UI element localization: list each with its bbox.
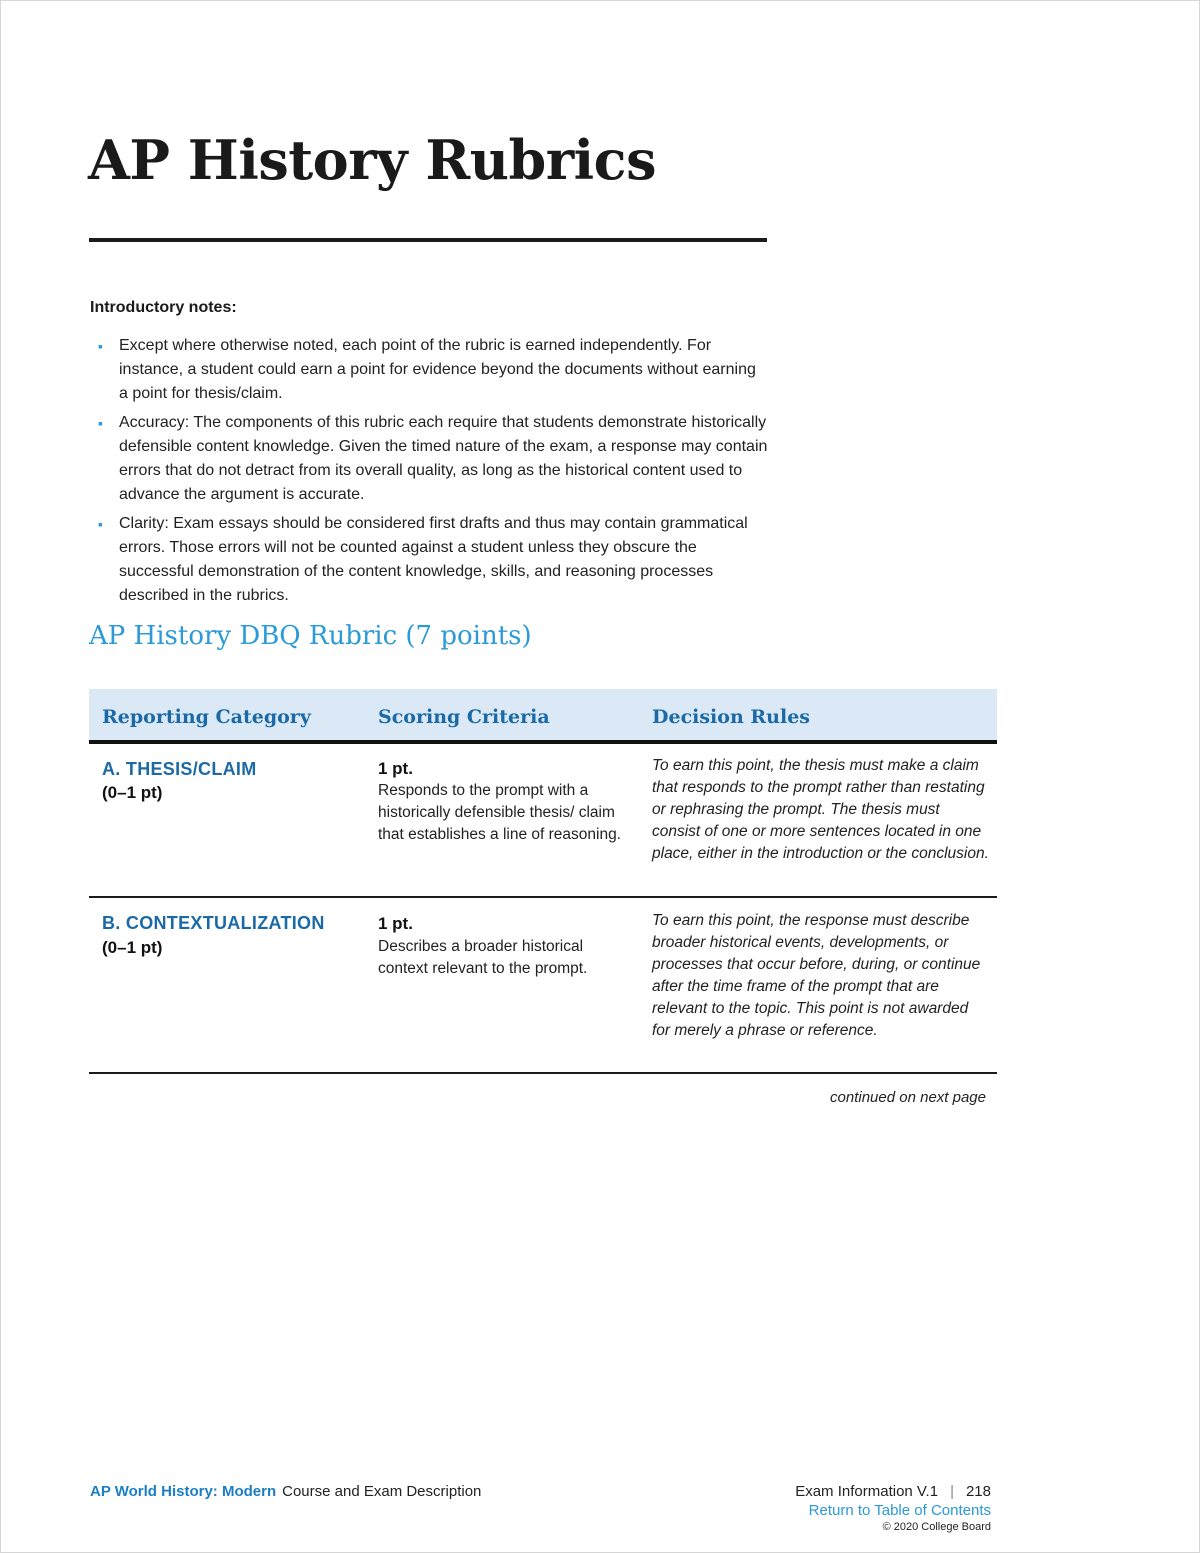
footer-description: Course and Exam Description bbox=[282, 1483, 482, 1500]
points-label: 1 pt. bbox=[378, 914, 413, 933]
table-header bbox=[89, 689, 997, 744]
footer-info bbox=[795, 1483, 991, 1533]
note-text: Clarity: Exam essays should be considered first drafts and thus may contain grammatical errors. Those errors will not be counted against a student unless they obscure the successful demonstration of the content knowledge, skills, and reasoning processes described in the rubrics. bbox=[119, 515, 748, 604]
note-text: Accuracy: The components of this rubric each require that students demonstrate historically defensible content knowledge. Given the timed nature of the exam, a response may contain errors that do not detract from its overall quality, as long as the historical content used to advance the argument is accurate. bbox=[119, 414, 768, 503]
footer-course-name: AP World History: Modern bbox=[90, 1483, 277, 1500]
column-header-reporting-category: Reporting Category bbox=[102, 706, 311, 728]
list-item bbox=[98, 411, 768, 507]
bullet-icon: ▪ bbox=[98, 415, 103, 431]
points-label: 1 pt. bbox=[378, 759, 413, 778]
category-label: A. THESIS/CLAIM bbox=[102, 759, 257, 779]
criteria-text: Responds to the prompt with a historically defensible thesis/ claim that establishes a line of reasoning. bbox=[378, 782, 621, 843]
category-range: (0–1 pt) bbox=[102, 938, 163, 957]
list-item bbox=[98, 334, 768, 406]
page-number: 218 bbox=[965, 1483, 991, 1500]
footer-course bbox=[90, 1483, 481, 1500]
title-rule bbox=[89, 238, 767, 242]
footer-section: Exam Information V.1 bbox=[795, 1483, 939, 1500]
list-item bbox=[98, 512, 768, 608]
bullet-icon: ▪ bbox=[98, 338, 103, 354]
criteria-text: Describes a broader historical context relevant to the prompt. bbox=[378, 938, 588, 977]
column-header-scoring-criteria: Scoring Criteria bbox=[378, 706, 550, 728]
decision-rule-text: To earn this point, the response must describe broader historical events, developments, or processes that occur before, during, or continue after the time frame of the prompt that are relevant to the topic. This point is not awarded for merely a phrase or reference. bbox=[652, 912, 981, 1039]
dbq-rubric-heading: AP History DBQ Rubric (7 points) bbox=[89, 621, 532, 651]
column-header-decision-rules: Decision Rules bbox=[652, 706, 810, 728]
footer-separator: | bbox=[950, 1483, 954, 1500]
note-text: Except where otherwise noted, each point of the rubric is earned independently. For instance, a student could earn a point for evidence beyond the documents without earning a point for thesis/claim. bbox=[119, 337, 756, 402]
category-range: (0–1 pt) bbox=[102, 783, 163, 802]
return-to-toc-link[interactable]: Return to Table of Contents bbox=[808, 1502, 991, 1519]
decision-rule-text: To earn this point, the thesis must make a claim that responds to the prompt rather than restating or rephrasing the prompt. The thesis must consist of one or more sentences located in one place, either in the introduction or the conclusion. bbox=[652, 757, 989, 862]
row-divider bbox=[89, 896, 997, 898]
row-divider bbox=[89, 1072, 997, 1074]
copyright-notice: © 2020 College Board bbox=[882, 1521, 991, 1533]
footer-page-line bbox=[795, 1483, 991, 1500]
intro-heading: Introductory notes: bbox=[90, 299, 237, 316]
bullet-icon: ▪ bbox=[98, 516, 103, 532]
continued-note: continued on next page bbox=[830, 1089, 986, 1106]
page-title: AP History Rubrics bbox=[88, 128, 656, 192]
intro-notes-list bbox=[98, 334, 768, 613]
category-label: B. CONTEXTUALIZATION bbox=[102, 913, 325, 933]
